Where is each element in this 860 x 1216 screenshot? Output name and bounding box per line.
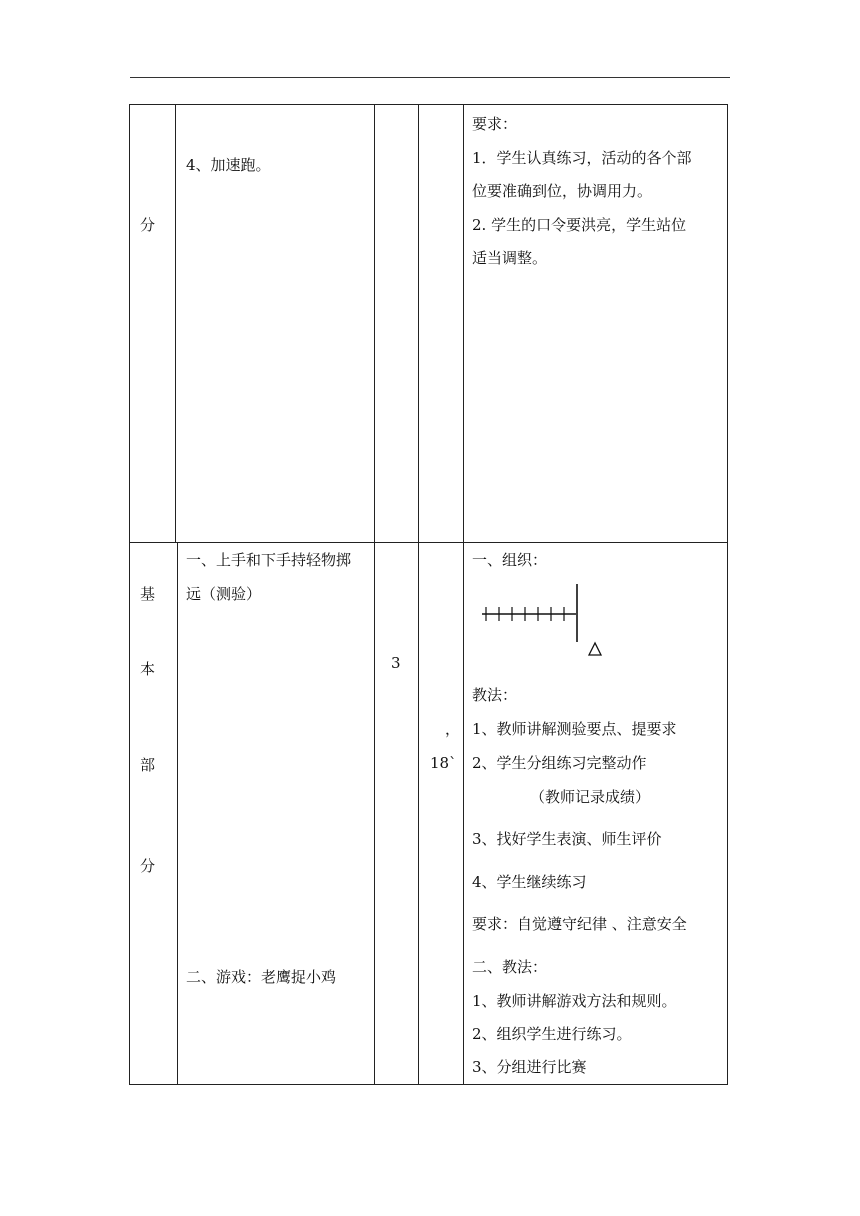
teaching-step-note: （教师记录成绩） xyxy=(530,788,651,806)
col-border-left xyxy=(129,104,130,1085)
col-border-2 xyxy=(374,104,375,1085)
content-item-game: 二、游戏：老鹰捉小鸡 xyxy=(186,968,337,986)
side-label-char: 本 xyxy=(140,660,156,678)
teacher-triangle-icon xyxy=(589,643,601,655)
col-border-right xyxy=(727,104,728,1085)
game-heading: 二、教法： xyxy=(472,958,548,976)
time-value: 18` xyxy=(430,754,457,772)
table-top-border xyxy=(129,104,728,105)
side-label-char: 分 xyxy=(140,857,156,875)
requirement-line: 1．学生认真练习，活动的各个部 xyxy=(472,149,692,167)
teaching-step: 3、找好学生表演、师生评价 xyxy=(472,830,662,848)
table-bottom-border xyxy=(129,1084,728,1085)
teaching-step: 1、教师讲解测验要点、提要求 xyxy=(472,720,677,738)
formation-diagram xyxy=(476,576,616,662)
section-divider xyxy=(129,542,728,543)
requirement-heading: 要求： xyxy=(472,115,518,133)
content-item-throw-cont: 远（测验） xyxy=(186,585,262,603)
col-border-3 xyxy=(418,104,419,1085)
requirement-safety: 要求：自觉遵守纪律 、注意安全 xyxy=(472,915,687,933)
requirement-line: 适当调整。 xyxy=(472,249,548,267)
requirement-line: 位要准确到位，协调用力。 xyxy=(472,182,653,200)
teaching-step: 4、学生继续练习 xyxy=(472,873,587,891)
count-value: 3 xyxy=(391,654,401,672)
top-side-label: 分 xyxy=(140,216,156,234)
time-mark: ， xyxy=(445,720,461,738)
organization-heading: 一、组织： xyxy=(472,551,548,569)
col-border-1b xyxy=(177,542,178,1085)
col-border-4 xyxy=(463,104,464,1085)
requirement-line: 2. 学生的口令要洪亮，学生站位 xyxy=(472,216,687,234)
side-label-char: 基 xyxy=(140,585,156,603)
teaching-heading: 教法： xyxy=(472,686,518,704)
game-step: 2、组织学生进行练习。 xyxy=(472,1025,632,1043)
teaching-step: 2、学生分组练习完整动作 xyxy=(472,754,647,772)
content-item-sprint: 4、加速跑。 xyxy=(186,156,271,174)
header-rule xyxy=(130,77,730,78)
game-step: 3、分组进行比赛 xyxy=(472,1058,587,1076)
content-item-throw: 一、上手和下手持轻物掷 xyxy=(186,551,352,569)
game-step: 1、教师讲解游戏方法和规则。 xyxy=(472,992,677,1010)
col-border-1a xyxy=(175,104,176,542)
side-label-char: 部 xyxy=(140,756,156,774)
